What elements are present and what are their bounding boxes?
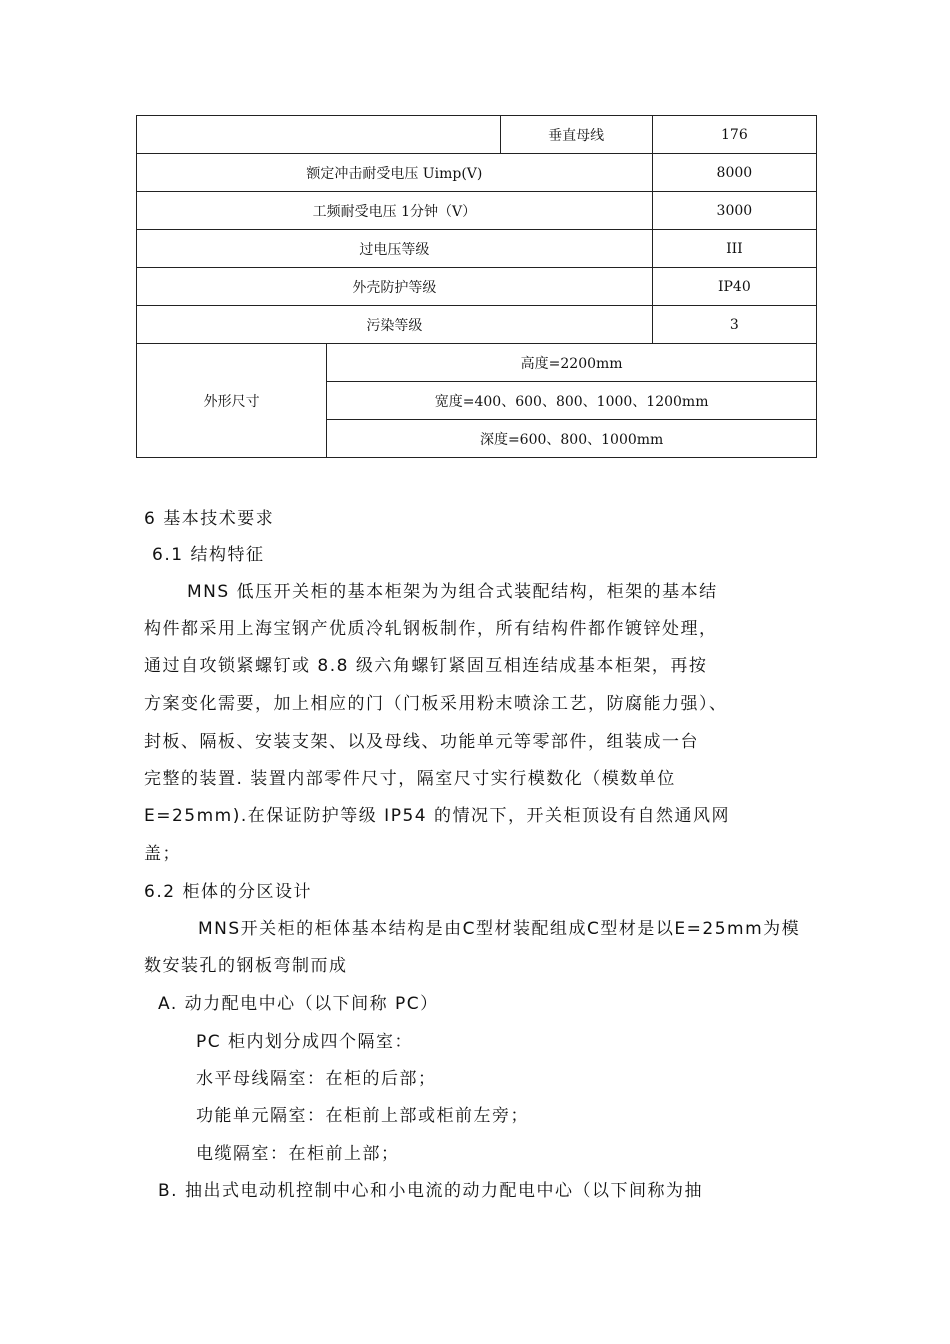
- table-cell-label: 污染等级: [137, 306, 653, 344]
- table-cell-value: 3: [652, 306, 816, 344]
- list-item: A. 动力配电中心（以下间称 PC）: [158, 994, 439, 1014]
- paragraph-line: 完整的装置. 装置内部零件尺寸，隔室尺寸实行模数化（模数单位: [144, 769, 676, 789]
- list-item: 电缆隔室：在柜前上部；: [196, 1144, 400, 1164]
- table-cell-label: 外壳防护等级: [137, 268, 653, 306]
- table-cell-value: III: [652, 230, 816, 268]
- paragraph-line: 构件都采用上海宝钢产优质冷轧钢板制作，所有结构件都作镀锌处理，: [144, 619, 718, 639]
- paragraph-line: 方案变化需要，加上相应的门（门板采用粉末喷涂工艺，防腐能力强）、: [144, 694, 728, 714]
- table-cell-empty: [137, 116, 501, 154]
- paragraph-line: 通过自攻锁紧螺钉或 8.8 级六角螺钉紧固互相连结成基本柜架，再按: [144, 656, 708, 676]
- table-cell-value: 8000: [652, 154, 816, 192]
- table-cell-label: 额定冲击耐受电压 Uimp(V): [137, 154, 653, 192]
- paragraph-line: E=25mm).在保证防护等级 IP54 的情况下，开关柜顶设有自然通风网: [144, 806, 730, 826]
- paragraph-line: MNS 低压开关柜的基本柜架为为组合式装配结构，柜架的基本结: [187, 582, 718, 602]
- table-row: [137, 306, 817, 344]
- paragraph-line: MNS开关柜的柜体基本结构是由C型材装配组成C型材是以E=25mm为模: [198, 919, 801, 939]
- section-heading: 6 基本技术要求: [144, 509, 275, 529]
- table-cell-label: 过电压等级: [137, 230, 653, 268]
- table-cell-value: 宽度=400、600、800、1000、1200mm: [327, 382, 817, 420]
- table-cell-value: 176: [652, 116, 816, 154]
- table-cell-value: 高度=2200mm: [327, 344, 817, 382]
- list-item: B. 抽出式电动机控制中心和小电流的动力配电中心（以下间称为抽: [158, 1181, 703, 1201]
- table-row: [137, 230, 817, 268]
- subsection-heading: 6.2 柜体的分区设计: [144, 882, 312, 902]
- table-row: [137, 154, 817, 192]
- table-row: [137, 192, 817, 230]
- subsection-heading: 6.1 结构特征: [152, 545, 265, 565]
- list-item: 功能单元隔室：在柜前上部或柜前左旁；: [196, 1106, 529, 1126]
- table-cell-label: 垂直母线: [500, 116, 652, 154]
- table-cell-label: 外形尺寸: [137, 344, 327, 458]
- table-row: [137, 344, 817, 382]
- table-row: [137, 268, 817, 306]
- table-cell-value: 3000: [652, 192, 816, 230]
- table-row: [137, 116, 817, 154]
- list-item: PC 柜内划分成四个隔室：: [196, 1032, 414, 1052]
- table-cell-label: 工频耐受电压 1分钟（V）: [137, 192, 653, 230]
- table-cell-value: IP40: [652, 268, 816, 306]
- paragraph-line: 数安装孔的钢板弯制而成: [144, 956, 348, 976]
- spec-table: [136, 115, 817, 458]
- paragraph-line: 盖；: [144, 844, 181, 864]
- list-item: 水平母线隔室：在柜的后部；: [196, 1069, 437, 1089]
- paragraph-line: 封板、隔板、安装支架、以及母线、功能单元等零部件，组装成一台: [144, 732, 699, 752]
- table-cell-value: 深度=600、800、1000mm: [327, 420, 817, 458]
